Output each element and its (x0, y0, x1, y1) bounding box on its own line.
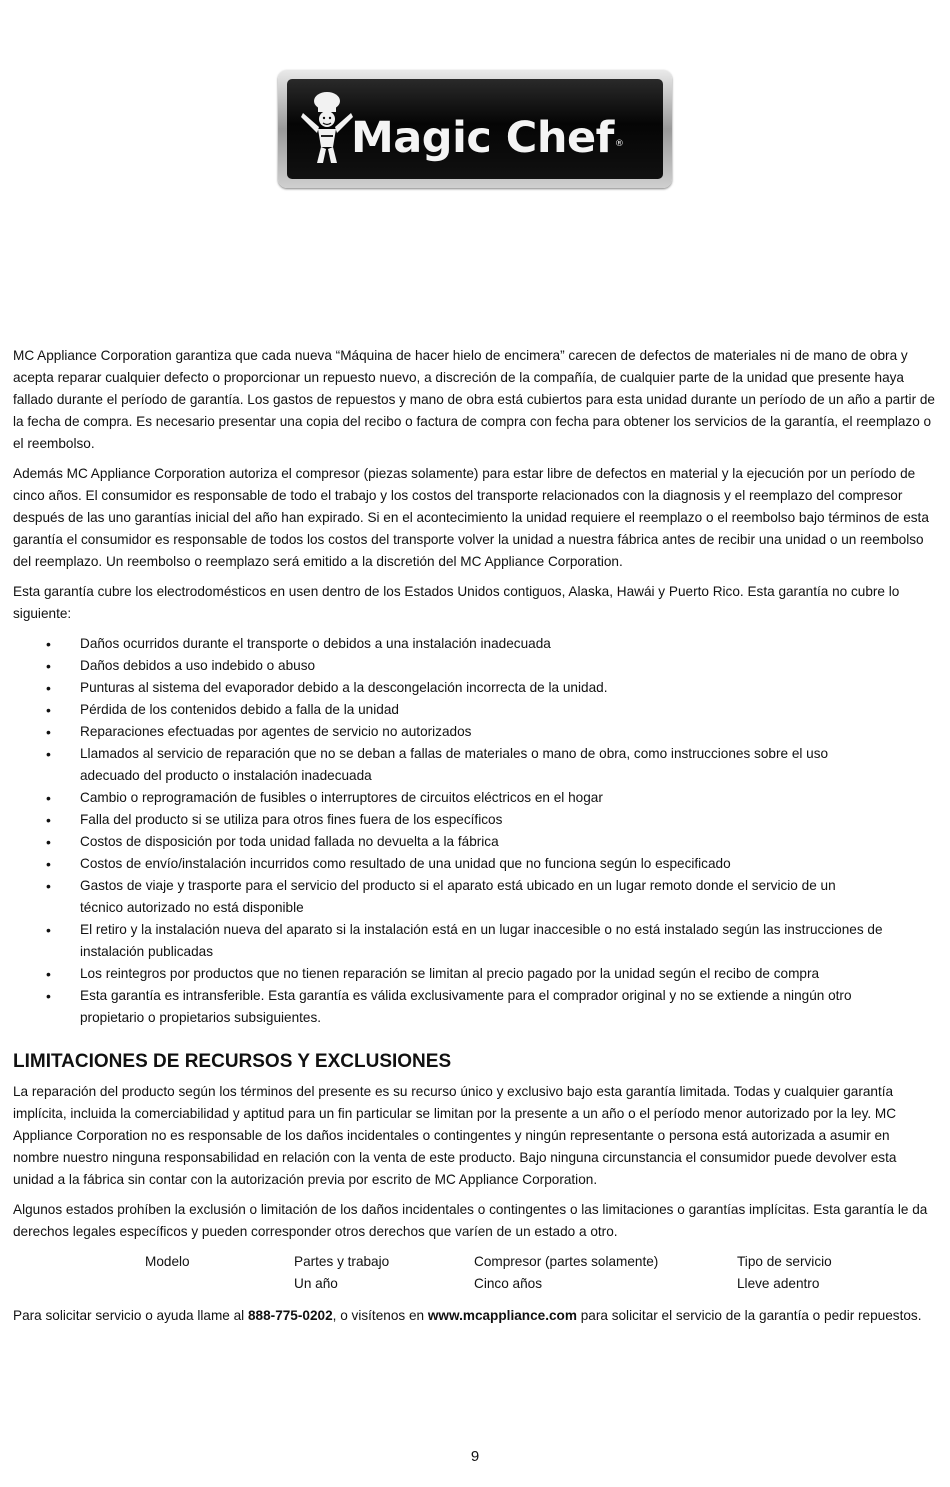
list-item: • Costos de envío/instalación incurridos como resultado de una unidad que no funciona según lo especificado (13, 853, 937, 875)
service-col-parts-labor (294, 1251, 389, 1295)
service-value: Un año (294, 1276, 338, 1291)
logo-badge (287, 79, 663, 179)
list-item: • Gastos de viaje y trasporte para el servicio del producto si el aparato está ubicado en un lugar remoto donde el servicio de un técnico autorizado no está disponible (13, 875, 937, 919)
magic-chef-logo (278, 70, 672, 188)
website-link[interactable]: www.mcappliance.com (427, 1308, 577, 1323)
service-value: Lleve adentro (737, 1276, 820, 1291)
service-col-model (145, 1251, 190, 1273)
service-header: Modelo (145, 1254, 190, 1269)
list-item: • Reparaciones efectuadas por agentes de servicio no autorizados (13, 721, 937, 743)
contact-prefix: Para solicitar servicio o ayuda llame al (13, 1308, 248, 1323)
page-number: 9 (470, 1448, 480, 1465)
service-value: Cinco años (474, 1276, 543, 1291)
service-header: Compresor (partes solamente) (474, 1254, 659, 1269)
list-item: • Punturas al sistema del evaporador debido a la descongelación incorrecta de la unidad. (13, 677, 937, 699)
list-item: • Cambio o reprogramación de fusibles o interruptores de circuitos eléctricos en el hogar (13, 787, 937, 809)
warranty-paragraph-1: MC Appliance Corporation garantiza que cada nueva “Máquina de hacer hielo de encimera” carecen de defectos de materiales ni de mano de obra y acepta reparar cualquier defecto o proporcionar un repuesto nuevo, a discreción de la compañía, de cualquier parte de la unidad que presente haya fallado durante el período de garantía. Los gastos de repuestos y mano de obra está cubiertos para esta unidad durante un período de un año a partir de la fecha de compra. Es necesario presentar una copia del recibo o factura de compra con fecha para obtener los servicios de la garantía, el reemplazo o el reembolso. (13, 348, 935, 451)
list-item: • El retiro y la instalación nueva del aparato si la instalación está en un lugar inaccesible o no está instalado según las instrucciones de instalación publicadas (13, 919, 937, 963)
service-col-compressor (474, 1251, 658, 1295)
list-item: • Daños ocurridos durante el transporte o debidos a una instalación inadecuada (13, 633, 937, 655)
registered-mark: ® (614, 139, 624, 149)
contact-middle: , o visítenos en (332, 1308, 428, 1323)
list-item: • Costos de disposición por toda unidad fallada no devuelta a la fábrica (13, 831, 937, 853)
contact-suffix: para solicitar el servicio de la garantía o pedir repuestos. (576, 1308, 922, 1323)
phone-number: 888-775-0202 (247, 1308, 333, 1323)
warranty-paragraph-3: Esta garantía cubre los electrodomésticos en usen dentro de los Estados Unidos contiguos, Alaska, Hawái y Puerto Rico. Esta garantía no cubre lo siguiente: (13, 584, 900, 621)
service-col-type (737, 1251, 832, 1295)
limitations-heading: LIMITACIONES DE RECURSOS Y EXCLUSIONES (13, 1051, 452, 1072)
contact-line (13, 1305, 937, 1327)
warranty-content (13, 345, 937, 1335)
service-table (13, 1251, 937, 1299)
list-item: • Esta garantía es intransferible. Esta garantía es válida exclusivamente para el comprador original y no se extiende a ningún otro propietario o propietarios subsiguientes. (13, 985, 937, 1029)
list-item: • Los reintegros por productos que no tienen reparación se limitan al precio pagado por la unidad según el recibo de compra (13, 963, 937, 985)
list-item: • Llamados al servicio de reparación que no se deban a fallas de materiales o mano de obra, como instrucciones sobre el uso adecuado del producto o instalación inadecuada (13, 743, 937, 787)
list-item: • Pérdida de los contenidos debido a falla de la unidad (13, 699, 937, 721)
service-header: Tipo de servicio (737, 1254, 832, 1269)
logo-brand-text: Magic Chef® (351, 113, 624, 163)
service-header: Partes y trabajo (294, 1254, 390, 1269)
list-item: • Falla del producto si se utiliza para otros fines fuera de los específicos (13, 809, 937, 831)
warranty-paragraph-2: Además MC Appliance Corporation autoriza el compresor (piezas solamente) para estar libre de defectos en material y la ejecución por un período de cinco años. El consumidor es responsable de todo el trabajo y los costos del transporte relacionados con la diagnosis y el reemplazo del compresor después de las uno garantías inicial del año han expirado. Si en el acontecimiento la unidad requiere el reemplazo o el reembolso bajo términos de esta garantía el consumidor es responsable de todos los costos del transporte volver la unidad a nuestra fábrica antes de recibir una unidad o un reembolso del reemplazo. Un reembolso o reemplazo será emitido a la discretión del MC Appliance Corporation. (13, 466, 929, 569)
limitations-paragraph-2: Algunos estados prohíben la exclusión o limitación de los daños incidentales o contingentes o las limitaciones o garantías implícitas. Esta garantía le da derechos legales específicos y pueden corresponder otros derechos que varíen de un estado a otro. (13, 1202, 928, 1239)
list-item: • Daños debidos a uso indebido o abuso (13, 655, 937, 677)
exclusions-list (13, 633, 937, 1029)
limitations-paragraph-1: La reparación del producto según los términos del presente es su recurso único y exclusivo bajo esta garantía limitada. Todas y cualquier garantía implícita, incluida la comerciabilidad y aptitud para un fin particular se limitan por la presente a un año o el período menor autorizado por la ley. MC Appliance Corporation no es responsable de los daños incidentales o contingentes y ningún representante o persona está autorizada a asumir en nombre nuestro ninguna responsabilidad en relación con la venta de este producto. Bajo ninguna circunstancia el consumidor puede devolver esta unidad a la fábrica sin contar con la autorización previa por escrito de MC Appliance Corporation. (13, 1084, 897, 1187)
